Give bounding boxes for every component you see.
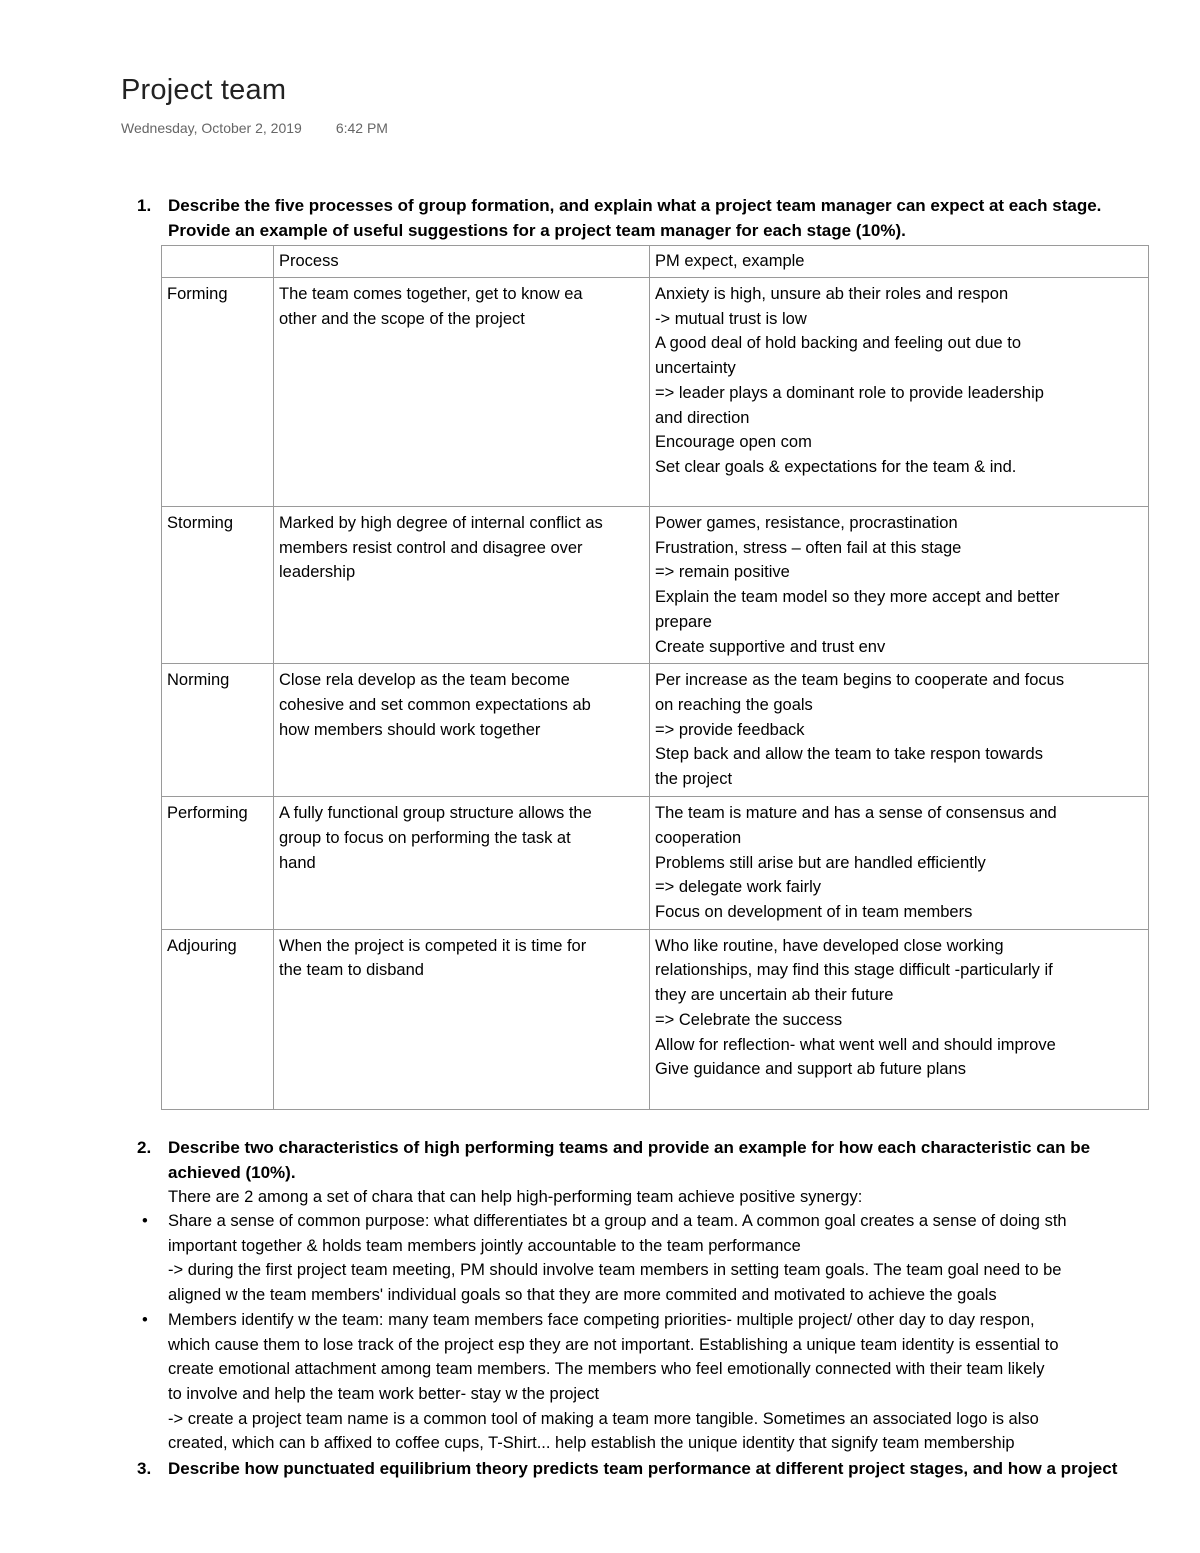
cell-line: Step back and allow the team to take respon towards <box>655 745 1043 764</box>
table-header-cell: PM expect, example <box>650 246 1149 278</box>
cell-line: on reaching the goals <box>655 695 813 714</box>
question-number: 3. <box>137 1459 152 1478</box>
expect-cell <box>650 507 1149 664</box>
bullet-line: important together & holds team members jointly accountable to the team performance <box>168 1236 801 1255</box>
cell-line: => provide feedback <box>655 720 805 739</box>
bullet-line: Members identify w the team: many team members face competing priorities- multiple project/ other day to day respon, <box>168 1310 1035 1329</box>
cell-line: and direction <box>655 408 750 427</box>
cell-line: When the project is competed it is time for <box>279 936 587 955</box>
cell-line: Frustration, stress – often fail at this stage <box>655 538 962 557</box>
question-line: Provide an example of useful suggestions for a project team manager for each stage (10%). <box>168 220 906 240</box>
cell-line: => delegate work fairly <box>655 878 822 897</box>
table-row <box>162 278 1149 507</box>
group-formation-table <box>161 245 1149 1110</box>
table-header-cell: Process <box>274 246 650 278</box>
page-meta <box>121 120 388 136</box>
stage-cell: Norming <box>162 664 274 797</box>
cell-line: => leader plays a dominant role to provide leadership <box>655 383 1044 402</box>
bullet-line: -> during the first project team meeting, PM should involve team members in setting team goals. The team goal need to be <box>168 1261 1062 1280</box>
table-header-cell <box>162 246 274 278</box>
table-row <box>162 507 1149 664</box>
question-line: Describe how punctuated equilibrium theory predicts team performance at different project stages, and how a project <box>168 1459 1118 1478</box>
cell-line: Allow for reflection- what went well and should improve <box>655 1035 1056 1054</box>
cell-line: The team is mature and has a sense of consensus and <box>655 804 1057 823</box>
bullet-line: -> create a project team name is a common tool of making a team more tangible. Sometimes an associated logo is also <box>168 1409 1039 1428</box>
question-1 <box>137 194 1177 243</box>
stage-cell: Forming <box>162 278 274 507</box>
question-number: 2. <box>137 1138 152 1157</box>
page-title: Project team <box>121 74 287 106</box>
table-row <box>162 664 1149 797</box>
question-2 <box>137 1136 1177 1185</box>
bullet-line: created, which can b affixed to coffee cups, T-Shirt... help establish the unique identity that signify team membership <box>168 1434 1015 1453</box>
cell-line: Encourage open com <box>655 433 812 452</box>
bullet-icon: • <box>142 1212 148 1230</box>
cell-line: A good deal of hold backing and feeling out due to <box>655 334 1022 353</box>
process-cell <box>274 664 650 797</box>
expect-cell <box>650 278 1149 507</box>
stage-cell: Adjouring <box>162 929 274 1109</box>
question-text <box>168 194 1177 243</box>
process-cell <box>274 929 650 1109</box>
bullet-line: aligned w the team members' individual goals so that they are more commited and motivated to achieve the goals <box>168 1286 997 1305</box>
cell-line: the team to disband <box>279 961 424 980</box>
bullet-icon: • <box>142 1310 148 1329</box>
cell-line: cohesive and set common expectations ab <box>279 695 591 714</box>
question-text <box>168 1457 1177 1482</box>
cell-line: leadership <box>279 563 356 582</box>
cell-line: Marked by high degree of internal conflict as <box>279 514 603 532</box>
cell-line: => Celebrate the success <box>655 1010 843 1029</box>
question-number: 1. <box>137 196 152 215</box>
cell-line: relationships, may find this stage difficult -particularly if <box>655 961 1053 980</box>
cell-line: A fully functional group structure allows the <box>279 804 592 823</box>
cell-line: Give guidance and support ab future plans <box>655 1060 966 1079</box>
cell-line: how members should work together <box>279 720 541 739</box>
cell-line: -> mutual trust is low <box>655 309 807 328</box>
question-text <box>168 1136 1177 1185</box>
expect-cell <box>650 664 1149 797</box>
page-date: Wednesday, October 2, 2019 <box>121 120 302 136</box>
cell-line: hand <box>279 853 316 872</box>
cell-line: Create supportive and trust env <box>655 637 886 656</box>
answer-intro: There are 2 among a set of chara that can help high-performing team achieve positive synergy: <box>168 1188 863 1206</box>
list-item <box>142 1308 1188 1456</box>
cell-line: prepare <box>655 612 712 631</box>
answer-bullets <box>142 1209 1188 1456</box>
bullet-line: create emotional attachment among team members. The members who feel emotionally connected with their team likely <box>168 1360 1045 1379</box>
cell-line: uncertainty <box>655 359 736 378</box>
list-item <box>142 1209 1188 1308</box>
question-line: achieved (10%). <box>168 1162 296 1182</box>
page-time: 6:42 PM <box>335 120 388 136</box>
table-row <box>162 797 1149 930</box>
cell-line: Per increase as the team begins to cooperate and focus <box>655 671 1065 690</box>
expect-cell <box>650 929 1149 1109</box>
cell-line: Problems still arise but are handled efficiently <box>655 853 986 872</box>
stage-cell: Storming <box>162 507 274 664</box>
cell-line: Close rela develop as the team become <box>279 671 570 690</box>
cell-line: cooperation <box>655 828 742 847</box>
question-line: Describe the five processes of group formation, and explain what a project team manager can expect at each stage. <box>168 196 1102 215</box>
cell-line: they are uncertain ab their future <box>655 986 894 1005</box>
cell-line: members resist control and disagree over <box>279 538 583 557</box>
table-row <box>162 929 1149 1109</box>
cell-line: Explain the team model so they more accept and better <box>655 588 1060 607</box>
cell-line: The team comes together, get to know ea <box>279 285 583 303</box>
cell-line: => remain positive <box>655 563 790 582</box>
cell-line: Focus on development of in team members <box>655 903 973 922</box>
cell-line: Who like routine, have developed close working <box>655 936 1004 955</box>
cell-line: other and the scope of the project <box>279 309 525 328</box>
cell-line: Set clear goals & expectations for the team & ind. <box>655 457 1017 476</box>
question-line: Describe two characteristics of high performing teams and provide an example for how each characteristic can be <box>168 1138 1091 1157</box>
cell-line: group to focus on performing the task at <box>279 828 571 847</box>
table-header-row <box>162 246 1149 278</box>
stage-cell: Performing <box>162 797 274 930</box>
question-3 <box>137 1457 1177 1482</box>
process-cell <box>274 278 650 507</box>
cell-line: Power games, resistance, procrastination <box>655 514 958 532</box>
bullet-line: Share a sense of common purpose: what differentiates bt a group and a team. A common goal creates a sense of doing sth <box>168 1212 1067 1230</box>
process-cell <box>274 797 650 930</box>
bullet-line: which cause them to lose track of the project esp they are not important. Establishing a unique team identity is essential to <box>168 1335 1059 1354</box>
expect-cell <box>650 797 1149 930</box>
process-cell <box>274 507 650 664</box>
bullet-line: to involve and help the team work better- stay w the project <box>168 1384 600 1403</box>
cell-line: Anxiety is high, unsure ab their roles and respon <box>655 285 1009 303</box>
cell-line: the project <box>655 770 733 789</box>
